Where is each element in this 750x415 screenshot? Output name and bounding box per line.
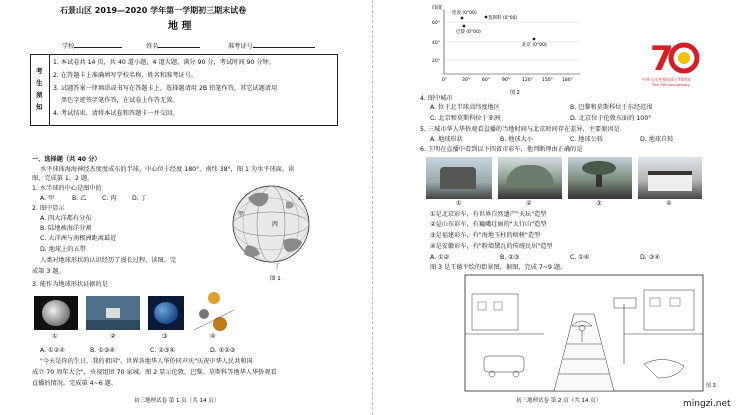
figure-2-caption: 图 2 xyxy=(510,90,520,96)
page-1 xyxy=(0,0,372,415)
q2-option-a[interactable]: A. 四大洋都有分布 xyxy=(40,215,92,222)
globe-label-bing: 丙 xyxy=(272,221,279,228)
notice-line-5: 4. 考试结束，请将本试卷和答题卡一并交回。 xyxy=(53,110,179,117)
q6-item-2: ②是山东彩车，有巍峨壮丽的"太行山"造型 xyxy=(430,221,547,228)
figure-2-city-chart xyxy=(432,2,582,97)
float-label-2: ② xyxy=(526,200,532,207)
q3-photo-label-3: ③ xyxy=(162,333,168,340)
point-london xyxy=(461,17,464,20)
watermark: mingzi.net xyxy=(683,399,731,409)
q6-option-c[interactable]: C. ①④ xyxy=(570,254,590,261)
q2-option-c[interactable]: C. 大洋洲与南极洲距离最近 xyxy=(40,235,117,242)
figure-1-globe xyxy=(226,180,316,285)
q6-option-a[interactable]: A. ①② xyxy=(430,254,450,261)
q5-option-c[interactable]: C. 地球公转 xyxy=(570,136,604,143)
xtick-150: 150° xyxy=(542,78,553,83)
xtick-120: 120° xyxy=(522,78,533,83)
page-divider xyxy=(372,0,373,415)
q4-option-a[interactable]: A. 位于北半球高纬度地区 xyxy=(430,104,500,111)
intro-figure-3: 图 3 是王德平绘的街景图，据图，完成 7~9 题。 xyxy=(430,264,567,271)
q3-photo-label-4: ④ xyxy=(210,333,216,340)
field-exam-id: 准考证号 xyxy=(228,41,315,51)
xtick-60: 60° xyxy=(482,78,490,83)
field-school: 学校 xyxy=(62,41,122,51)
q3-option-a[interactable]: A. ①②④ xyxy=(40,347,65,354)
float-photo-4 xyxy=(638,157,702,199)
exam-title: 石景山区 2019—2020 学年第一学期初三期末试卷 xyxy=(60,6,247,15)
svg-text:7: 7 xyxy=(650,39,674,76)
point-paris xyxy=(463,25,466,28)
q3-photo-label-1: ① xyxy=(52,333,58,340)
q3-photo-2 xyxy=(86,296,140,330)
intro3-line-3: 直播的情况。完成第 4~6 题。 xyxy=(32,380,118,387)
intro-line-2: 图，完成第 1、2 题。 xyxy=(32,175,94,182)
intro2-line-1: 人类对地球形状的认识经历了漫长过程，读图，完 xyxy=(40,257,177,264)
q5-option-b[interactable]: B. 地球大小 xyxy=(500,136,533,143)
q3-photo-label-2: ② xyxy=(110,333,116,340)
section-heading: 一、选择题（共 40 分） xyxy=(32,156,101,163)
anniversary-logo xyxy=(642,36,702,87)
logo-70-mark xyxy=(646,36,702,76)
q1-option-d[interactable]: D. 丁 xyxy=(132,195,147,202)
question-5: 5. 三城市华人华侨观看直播的当地时间与北京时间存在差异，主要原因是 xyxy=(420,126,620,133)
xtick-30: 30° xyxy=(462,78,470,83)
q1-option-c[interactable]: C. 丙 xyxy=(102,195,117,202)
globe-label-ding: 丁 xyxy=(274,263,281,270)
figure-3-street-sketch xyxy=(464,274,704,392)
figure-3-caption: 图 3 xyxy=(706,383,716,389)
q3-photo-1 xyxy=(34,296,78,330)
float-label-1: ① xyxy=(456,200,462,207)
q6-option-b[interactable]: B. ②③ xyxy=(500,254,520,261)
q4-option-c[interactable]: C. 北京和莫斯科位于亚洲 xyxy=(430,115,501,122)
q3-photo-4-eclipse xyxy=(190,290,238,334)
label-beijing: 北京 (0°00) xyxy=(522,43,547,48)
q6-item-1: ①是北京彩车，有世界自然遗产"天坛"造型 xyxy=(430,211,547,218)
q3-photo-3 xyxy=(148,296,184,330)
q2-option-d[interactable]: D. 地球上的五带 xyxy=(40,246,86,253)
q3-option-b[interactable]: B. ①③④ xyxy=(90,347,115,354)
float-label-3: ③ xyxy=(596,200,602,207)
question-4: 4. 图中城市 xyxy=(420,95,453,102)
intro3-line-1: "今天是你的生日，我的祖国"，世界各地华人华侨同声庆"庆祝中华人民共和国 xyxy=(40,358,253,365)
notice-box xyxy=(30,54,338,126)
xtick-180: 180° xyxy=(562,78,573,83)
xtick-0: 0° xyxy=(442,78,448,83)
notice-label: 考 生 须 知 xyxy=(36,67,43,111)
label-london: 伦敦 (0°00) xyxy=(452,11,477,16)
chart-ylabel: 纬度 xyxy=(432,5,443,11)
float-photo-2 xyxy=(498,157,562,199)
page-2-footer: 初三地理试卷 第 2 页（共 14 页） xyxy=(516,398,602,404)
intro2-line-2: 成第 3 题。 xyxy=(32,268,65,275)
notice-line-4: 黑色字迹签字笔作答，在试卷上作答无效。 xyxy=(61,97,179,104)
figure-1-caption: 图 1 xyxy=(270,276,281,282)
q5-option-d[interactable]: D. 地球自转 xyxy=(640,136,674,143)
q6-item-4: ④是安徽彩车，有"粉墙黛瓦的传统民居"造型 xyxy=(430,243,553,250)
logo-caption-cn: 中华人民共和国成立70周年 xyxy=(642,77,692,82)
page-1-footer: 初三地理试卷 第 1 页（共 14 页） xyxy=(134,398,220,404)
question-2: 2. 图中显示 xyxy=(32,205,65,212)
q2-option-b[interactable]: B. 陆地被海洋分割 xyxy=(40,225,92,232)
notice-line-1: 1. 本试卷共 14 页，共 40 道小题，4 道大题，满分 90 分，考试时间 90 分钟。 xyxy=(53,59,275,66)
q3-option-d[interactable]: D. ①②③ xyxy=(210,347,236,354)
logo-caption-en: The 70th Anniversary xyxy=(652,83,690,87)
point-beijing xyxy=(533,38,536,41)
float-label-4: ④ xyxy=(666,200,672,207)
q4-option-d[interactable]: D. 北京位于伦敦东面的 100° xyxy=(570,115,652,122)
q1-option-a[interactable]: A. 甲 xyxy=(40,195,55,202)
q4-option-b[interactable]: B. 巴黎和莫斯科位于东经范围 xyxy=(570,104,653,111)
intro3-line-2: 成立 70 周年大会"，央视组团 70 家城。图 2 显示伦敦、巴黎、莫斯科等地华人华侨观看 xyxy=(32,369,277,376)
point-moscow xyxy=(485,16,488,19)
xtick-90: 90° xyxy=(502,78,510,83)
q3-option-c[interactable]: C. ②③④ xyxy=(150,347,175,354)
question-6: 6. 王明在直播中看到以下四省市彩车，他判断理由正确的是 xyxy=(420,146,583,153)
label-moscow: 莫斯科 (0°00) xyxy=(488,16,518,21)
ytick-60: 60° xyxy=(432,21,440,26)
notice-line-2: 2. 在答题卡上准确填写学校名称、姓名和准考证号。 xyxy=(53,72,197,79)
globe-label-yi: 乙 xyxy=(298,195,305,202)
question-1: 1. 水半球的中心是图中的 xyxy=(32,185,102,192)
subject-title: 地 理 xyxy=(168,21,192,32)
q5-option-a[interactable]: A. 地球形状 xyxy=(430,136,463,143)
ytick-20: 20° xyxy=(432,59,440,64)
label-paris: 巴黎 (0°00) xyxy=(456,30,481,35)
q6-item-3: ③是福建彩车，有"海地玉柱的榕树"造型 xyxy=(430,232,541,239)
float-photo-3 xyxy=(568,157,632,199)
notice-line-3: 3. 试题答案一律填涂或书写在答题卡上，选择题请用 2B 铅笔作答，其它试题请用 xyxy=(53,85,278,92)
page-2 xyxy=(380,0,750,415)
float-photo-1 xyxy=(426,157,492,199)
field-name: 姓名 xyxy=(146,41,200,51)
intro-line-1: 水平球体海海神经杰度度成东的半球，中心位于经度 180°，南纬 38°，图 1 为水平球面。读 xyxy=(40,166,295,173)
q1-option-b[interactable]: B. 乙 xyxy=(72,195,87,202)
globe-label-jia: 甲 xyxy=(238,211,245,218)
ytick-40: 40° xyxy=(432,41,440,46)
q6-option-d[interactable]: D. ③④ xyxy=(640,254,660,261)
question-3: 3. 能作为地球形状证据的是 xyxy=(32,281,108,288)
